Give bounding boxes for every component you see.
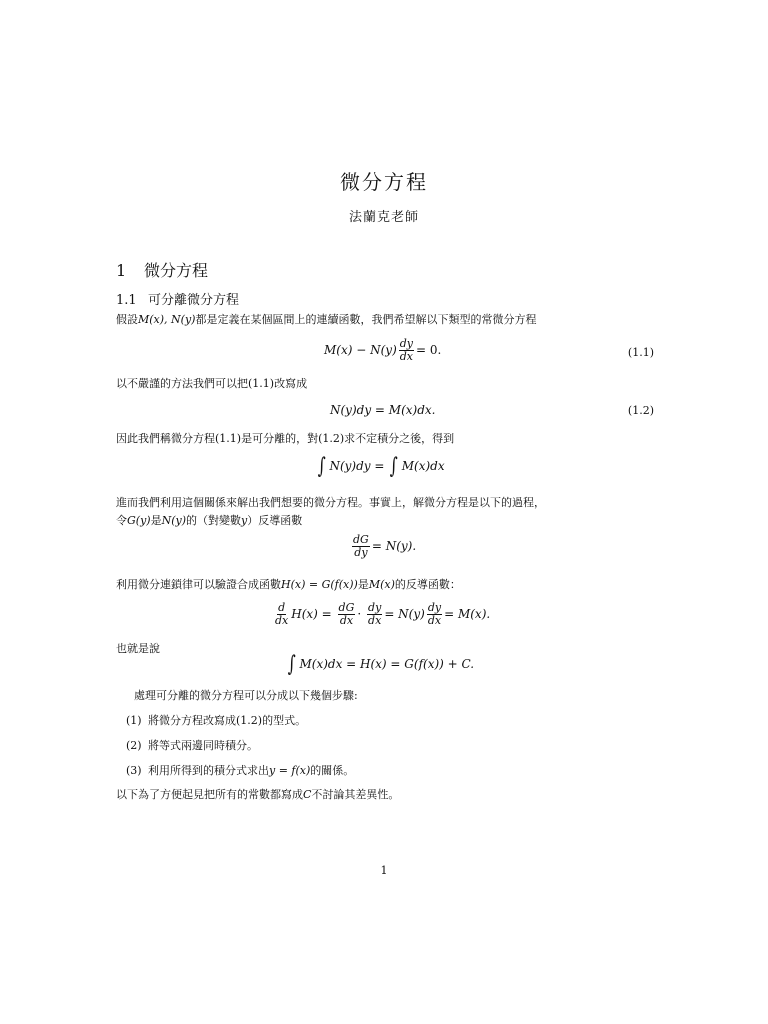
paragraph-1 <box>116 311 536 329</box>
list-item <box>126 762 354 778</box>
equation-solution <box>286 652 474 677</box>
inline-math: N(y) <box>161 514 187 527</box>
list-item <box>126 712 306 728</box>
integral-sign: ∫ <box>390 454 399 479</box>
paragraph-8 <box>116 786 399 804</box>
fraction <box>338 602 356 627</box>
inline-math: M(x), N(y) <box>138 313 196 326</box>
eq-term: = N(y) <box>384 607 425 621</box>
fraction-numerator: dG <box>338 601 355 614</box>
text-run: 的（對變數 <box>186 514 242 527</box>
list-item <box>126 737 258 753</box>
subsection-title: 可分離微分方程 <box>148 293 240 308</box>
paragraph-5 <box>116 576 461 594</box>
text-run: 的反導函數： <box>394 578 461 591</box>
fraction-numerator: d <box>278 601 286 614</box>
fraction <box>367 602 382 627</box>
eq-term: N(y)dy = <box>329 459 385 473</box>
eq-term: = M(x). <box>444 607 491 621</box>
equation-dG <box>350 534 416 559</box>
inline-math: y <box>241 514 248 527</box>
page-number: 1 <box>380 864 388 877</box>
inline-math: C <box>303 788 312 801</box>
fraction-numerator: dG <box>353 533 369 546</box>
paragraph-3: 因此我們稱微分方程(1.1)是可分離的，對(1.2)求不定積分之後，得到 <box>116 432 455 445</box>
fraction-denominator: dy <box>354 546 368 559</box>
fraction-denominator: dx <box>368 614 382 627</box>
list-item-text: 將微分方程改寫成(1.2)的型式。 <box>148 714 307 727</box>
eq-term: M(x)dx <box>401 459 445 473</box>
text-run: 假設 <box>116 313 138 326</box>
equation-integral <box>316 454 445 479</box>
subsection-heading <box>116 289 239 308</box>
text-run: 利用微分連鎖律可以驗證合成函數 <box>116 578 281 591</box>
document-title: 微分方程 <box>340 170 428 194</box>
paragraph-2: 以不嚴謹的方法我們可以把(1.1)改寫成 <box>116 377 308 390</box>
inline-math: G(y) <box>127 514 151 527</box>
text-run: 令 <box>116 514 127 527</box>
fraction-numerator: dy <box>399 337 414 350</box>
list-item-label: (2) <box>126 739 142 752</box>
section-heading <box>116 258 208 281</box>
eq-term: = 0. <box>416 343 442 357</box>
text-run: 都是定義在某個區間上的連續函數，我們希望解以下類型的常微分方程 <box>195 313 537 326</box>
equation-label: (1.1) <box>627 346 654 359</box>
paragraph-6: 也就是說 <box>116 642 160 655</box>
text-line: 進而我們利用這個關係來解出我們想要的微分方程。事實上，解微分方程是以下的過程， <box>116 496 545 509</box>
fraction <box>352 534 370 559</box>
inline-math: H(x) = G(f(x)) <box>281 578 358 591</box>
eq-term: H(x) = <box>291 607 332 621</box>
equation-chain-rule <box>272 602 490 627</box>
list-item-text: 將等式兩邊同時積分。 <box>148 739 258 752</box>
fraction <box>427 602 442 627</box>
fraction <box>274 602 289 627</box>
fraction <box>399 338 414 363</box>
eq-term: M(x) − N(y) <box>324 343 397 357</box>
text-run: 是 <box>357 578 369 591</box>
text-run: ）反導函數 <box>247 514 303 527</box>
equation-1-1 <box>324 338 441 363</box>
fraction-numerator: dy <box>368 601 382 614</box>
eq-term: · <box>357 607 362 621</box>
list-item-label: (1) <box>126 714 142 727</box>
section-title: 微分方程 <box>144 261 209 280</box>
fraction-denominator: dx <box>399 350 413 363</box>
list-item-text: 利用所得到的積分式求出 <box>148 764 269 777</box>
text-run: 以下為了方便起見把所有的常數都寫成 <box>116 788 303 801</box>
equation-1-2: N(y)dy = M(x)dx. <box>330 403 436 417</box>
integral-sign: ∫ <box>317 454 326 479</box>
equation-label: (1.2) <box>627 404 654 417</box>
eq-term: = N(y). <box>371 539 417 553</box>
list-item-text: 的關係。 <box>310 764 355 777</box>
paragraph-7: 處理可分離的微分方程可以分成以下幾個步驟: <box>134 689 358 702</box>
fraction-denominator: dx <box>427 614 442 627</box>
list-item-label: (3) <box>126 764 142 777</box>
eq-term: M(x)dx = H(x) = G(f(x)) + C. <box>299 657 475 671</box>
fraction-denominator: dx <box>339 614 354 627</box>
section-number: 1 <box>116 261 127 280</box>
integral-sign: ∫ <box>287 652 296 677</box>
subsection-number: 1.1 <box>116 293 137 308</box>
text-run: 是 <box>150 514 162 527</box>
paragraph-4 <box>116 494 545 530</box>
inline-math: y = f(x) <box>269 764 311 777</box>
document-author: 法蘭克老師 <box>348 210 419 225</box>
text-run: 不討論其差異性。 <box>311 788 400 801</box>
text-line <box>116 512 545 530</box>
inline-math: M(x) <box>368 578 395 591</box>
fraction-numerator: dy <box>427 601 442 614</box>
fraction-denominator: dx <box>275 614 289 627</box>
